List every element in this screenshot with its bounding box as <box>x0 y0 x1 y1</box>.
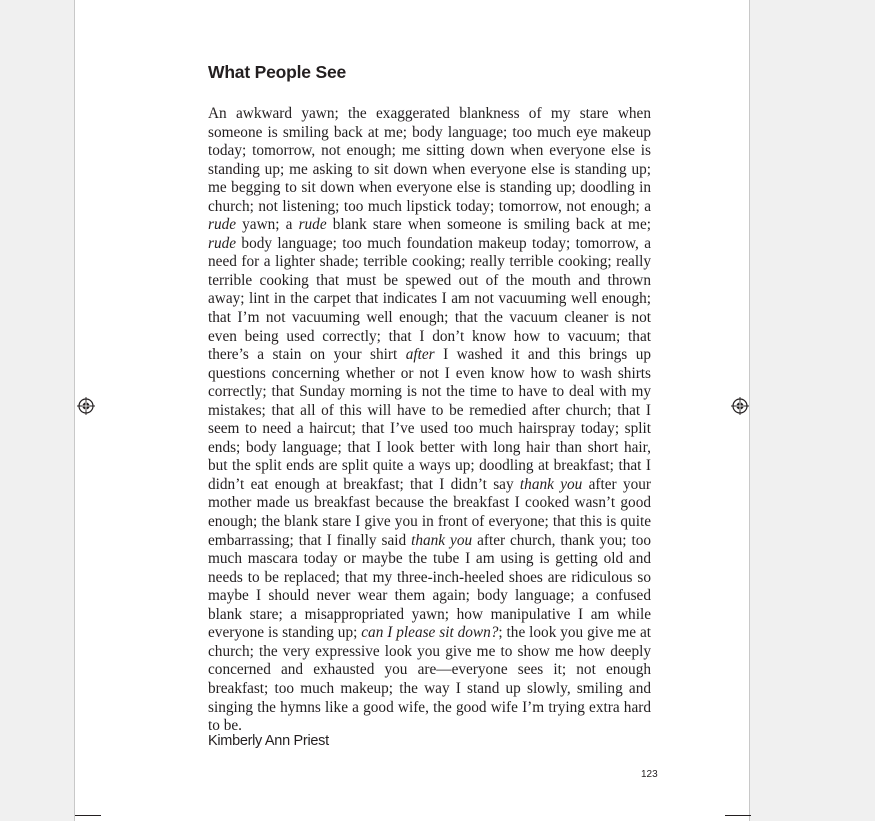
author-name: Kimberly Ann Priest <box>208 733 329 749</box>
poem-title: What People See <box>208 62 347 82</box>
poem-italic-text: rude <box>298 216 327 234</box>
poem-body <box>208 105 651 736</box>
poem-italic-text: after <box>405 346 435 364</box>
poem-text: ; the look you give me at church; the very expressive look you give me to show me how deeply concerned and exhausted you are—everyone sees it; not enough breakfast; too much makeup; the way I stand up slowly, smiling and singing the hymns like a good wife, the good wife I’m trying extra hard to be. <box>208 624 651 735</box>
document-page <box>74 0 750 821</box>
registration-mark-left-icon <box>77 397 95 415</box>
poem-text: I washed it and this brings up questions concerning whether or not I even know how to wash shirts correctly; that Sunday morning is not the time to have to deal with my mistakes; that all of this will have to be remedied after church; that I seem to need a haircut; that I’ve used too much hairspray today; split ends; body language; that I look better with long hair than short hair, but the split ends are split quite a ways up; doodling at breakfast; that I didn’t eat enough at breakfast; that I didn’t say <box>208 346 651 493</box>
crop-mark-left <box>75 815 101 816</box>
registration-mark-right-icon <box>731 397 749 415</box>
poem-italic-text: rude <box>208 216 237 234</box>
crop-mark-right <box>725 815 751 816</box>
poem-text: after your mother made us breakfast because the breakfast I cooked wasn’t good enough; the blank stare I give you in front of everyone; that this is quite embarrassing; that I finally said <box>208 475 651 549</box>
poem-italic-text: thank you <box>519 475 583 493</box>
poem-text: body language; too much foundation makeup today; tomorrow, a need for a lighter shade; terrible cooking; really terrible cooking; really terrible cooking that must be spewed out of the mouth and thrown away; lint in the carpet that indicates I am not vacuuming well enough; that I’m not vacuuming well enough; that the vacuum cleaner is not even being used correctly; that I don’t know how to vacuum; that there’s a stain on your shirt <box>208 234 651 364</box>
poem-italic-text: can I please sit down? <box>361 624 499 642</box>
poem-text: An awkward yawn; the exaggerated blankness of my stare when someone is smiling back at me; body language; too much eye makeup today; tomorrow, not enough; me sitting down when everyone else is standing up; me asking to sit down when everyone else is standing up; me begging to sit down when everyone else is standing up; doodling in church; not listening; too much lipstick today; tomorrow, not enough; a <box>208 105 651 215</box>
page-number: 123 <box>641 769 658 780</box>
poem-text: yawn; a <box>236 216 299 234</box>
poem-text: after church, thank you; too much mascara today or maybe the tube I am using is getting old and needs to be replaced; that my three-inch-heeled shoes are ridiculous so maybe I should never wear them again; body language; a confused blank stare; a misappropriated yawn; how manipulative I am while everyone is standing up; <box>208 531 652 642</box>
poem-italic-text: rude <box>208 234 237 252</box>
poem-italic-text: thank you <box>411 531 473 549</box>
poem-text: blank stare when someone is smiling back at me; <box>326 216 651 234</box>
